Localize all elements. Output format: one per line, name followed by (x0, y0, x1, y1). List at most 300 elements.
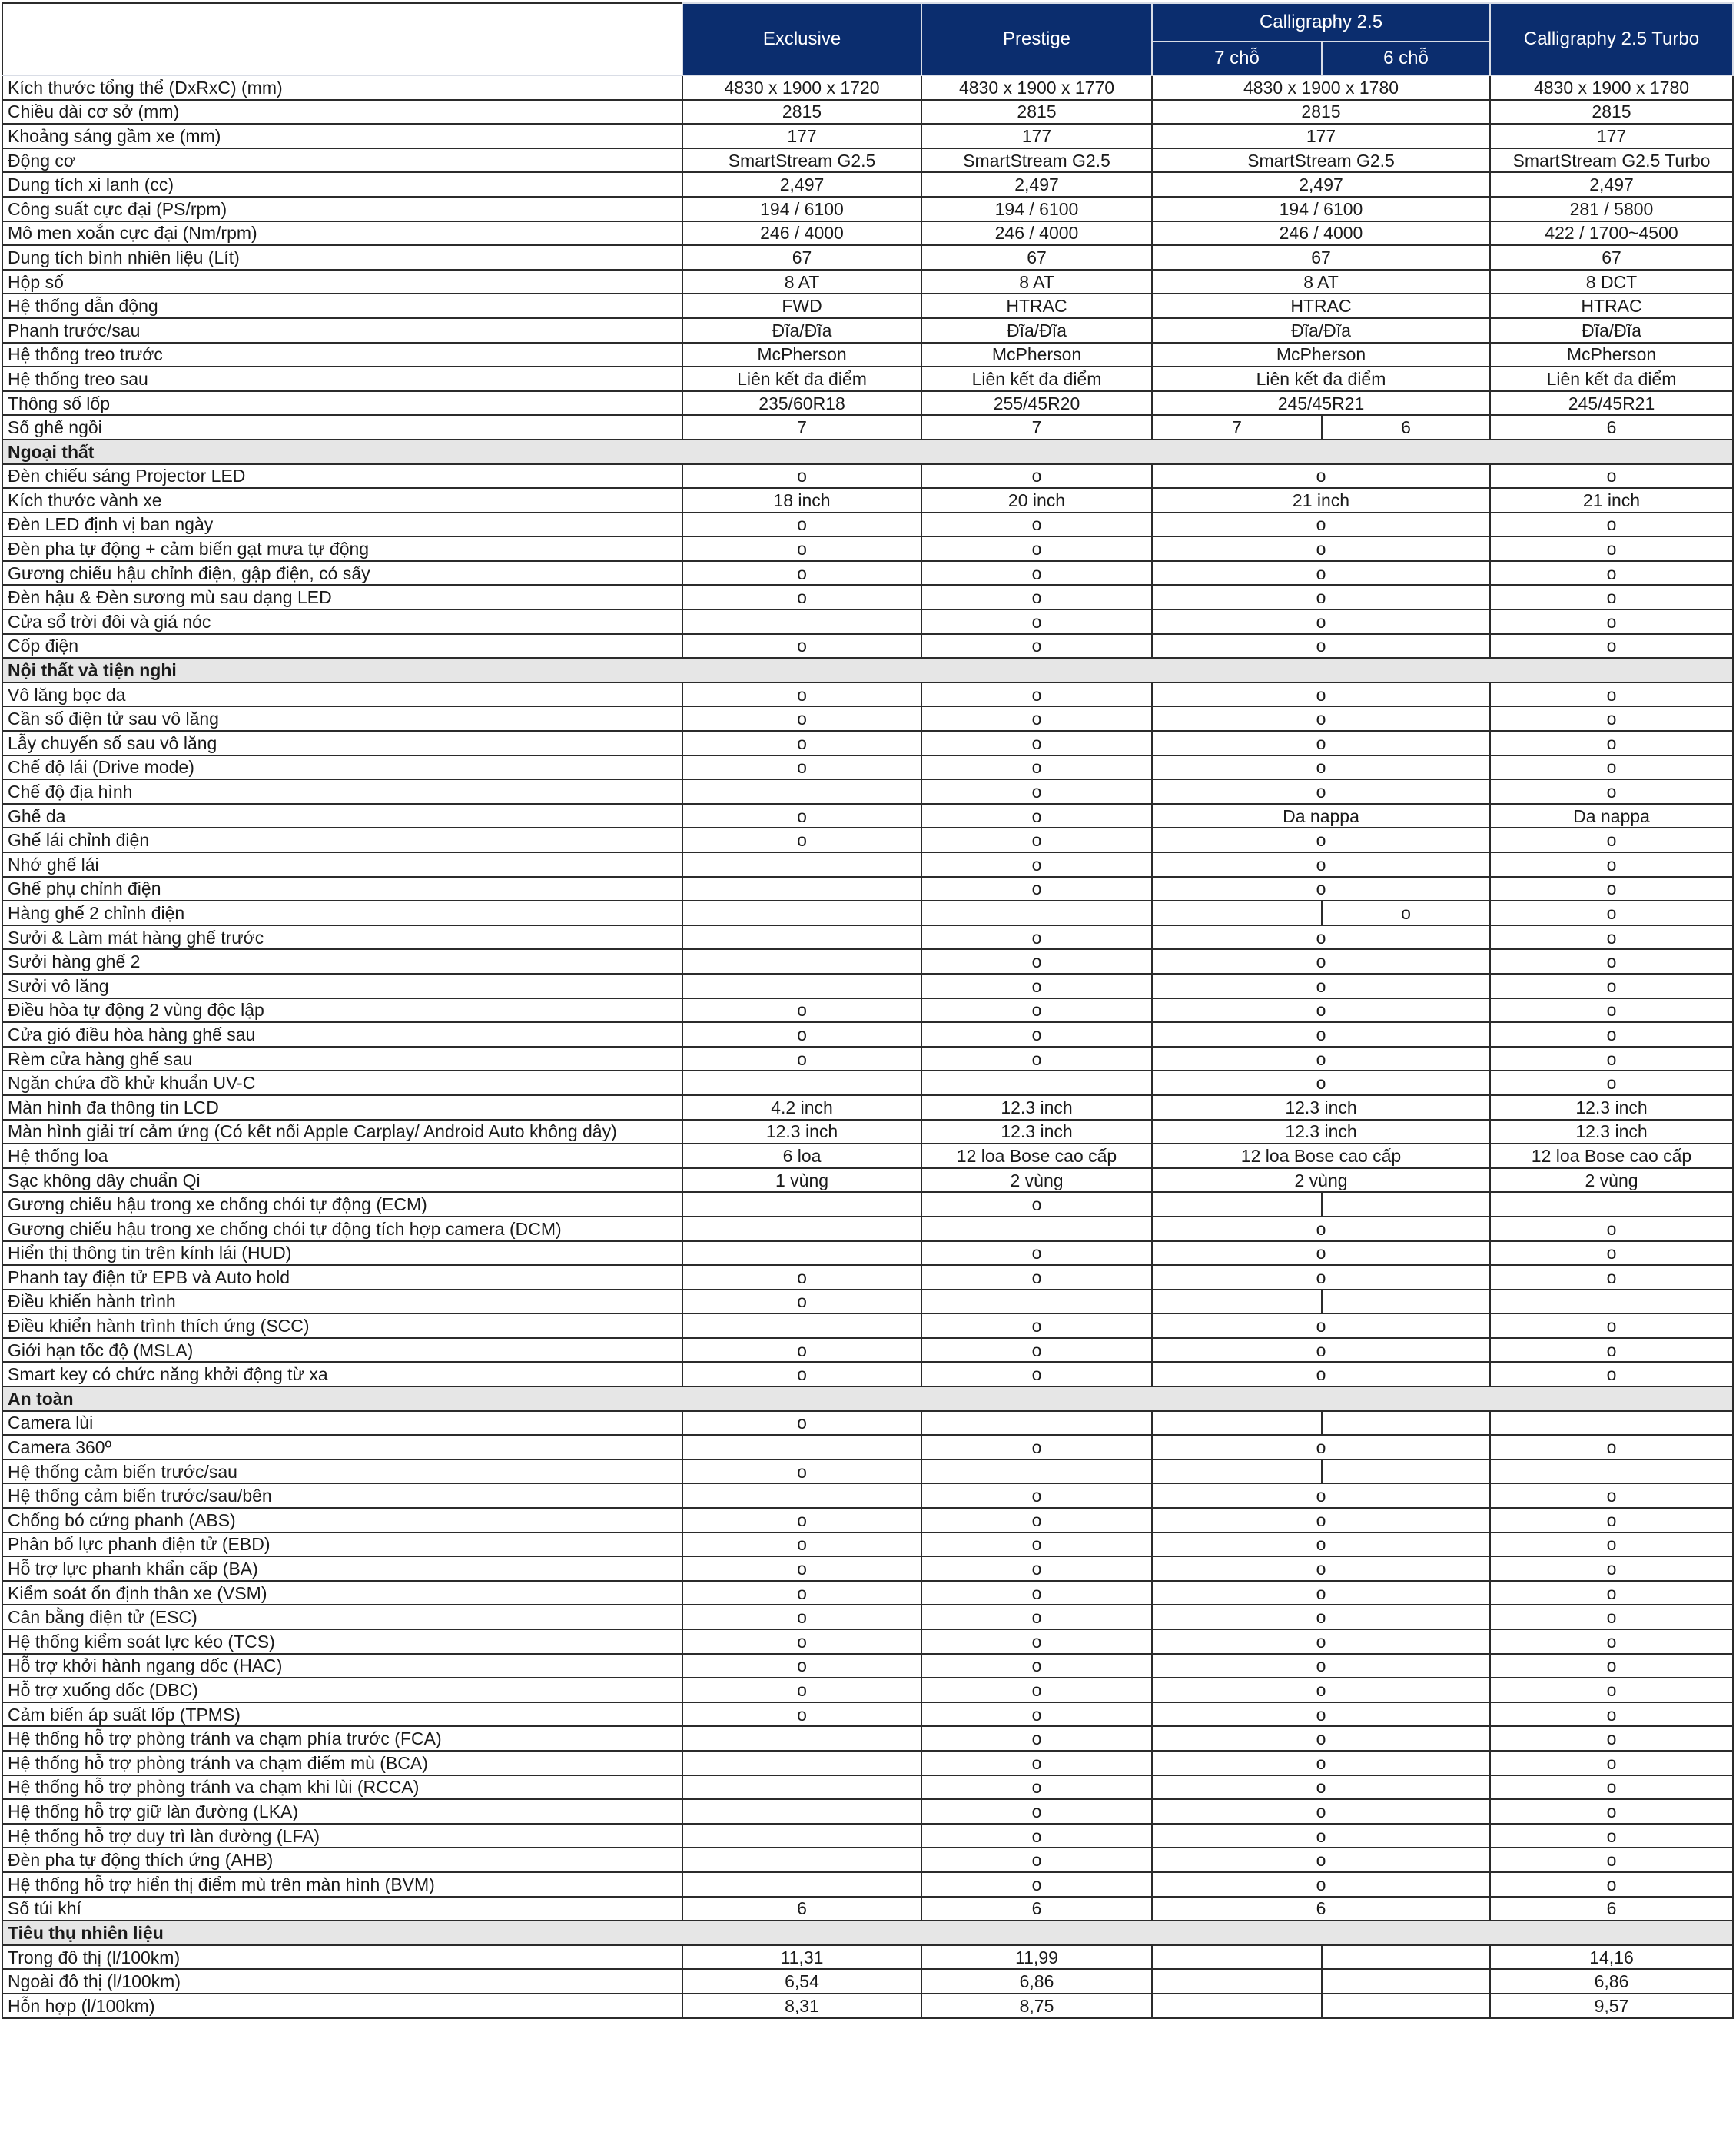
value-cell: o (1490, 1605, 1733, 1629)
value-cell: o (682, 1556, 921, 1581)
row-label: Cần số điện tử sau vô lăng (2, 706, 682, 731)
table-row (2, 1047, 1733, 1071)
value-cell (921, 1071, 1152, 1095)
value-cell: o (1152, 1848, 1490, 1872)
value-cell: o (1152, 561, 1490, 586)
value-cell (1490, 1459, 1733, 1484)
value-cell: o (921, 852, 1152, 877)
table-row (2, 318, 1733, 343)
value-cell (921, 901, 1152, 925)
value-cell: o (682, 706, 921, 731)
value-cell: o (921, 536, 1152, 561)
value-cell: o (1152, 949, 1490, 974)
value-cell: o (921, 682, 1152, 707)
value-cell: 21 inch (1152, 488, 1490, 513)
row-label: Điều khiển hành trình thích ứng (SCC) (2, 1313, 682, 1338)
table-row (2, 270, 1733, 294)
table-row (2, 1945, 1733, 1970)
row-label: Chiều dài cơ sở (mm) (2, 100, 682, 125)
row-label: Màn hình đa thông tin LCD (2, 1095, 682, 1120)
value-cell: o (1152, 1435, 1490, 1459)
row-label: Hệ thống hỗ trợ phòng tránh va chạm phía trước (FCA) (2, 1726, 682, 1751)
value-cell: o (682, 585, 921, 609)
value-cell: o (1152, 1605, 1490, 1629)
table-row (2, 513, 1733, 537)
value-cell: o (1152, 609, 1490, 634)
value-cell: o (1152, 706, 1490, 731)
value-cell: 12.3 inch (921, 1120, 1152, 1144)
value-cell: 1 vùng (682, 1168, 921, 1193)
value-cell: 246 / 4000 (921, 221, 1152, 246)
value-cell: SmartStream G2.5 Turbo (1490, 148, 1733, 173)
value-cell: o (1152, 779, 1490, 804)
value-cell: o (1490, 1483, 1733, 1508)
table-row (2, 779, 1733, 804)
value-cell: Da nappa (1490, 804, 1733, 828)
value-cell: o (682, 1362, 921, 1386)
row-label: Nhớ ghế lái (2, 852, 682, 877)
value-cell (682, 974, 921, 998)
value-cell (1152, 901, 1322, 925)
value-cell (682, 925, 921, 950)
value-cell: o (921, 1654, 1152, 1678)
table-row (2, 634, 1733, 659)
value-cell: Đĩa/Đĩa (1490, 318, 1733, 343)
value-cell: o (1490, 1702, 1733, 1727)
section-title: Tiêu thụ nhiên liệu (2, 1921, 1733, 1945)
table-row (2, 536, 1733, 561)
value-cell: o (682, 998, 921, 1023)
value-cell: Đĩa/Đĩa (1152, 318, 1490, 343)
value-cell: o (1490, 779, 1733, 804)
value-cell: o (1152, 536, 1490, 561)
value-cell: 245/45R21 (1152, 391, 1490, 416)
header-model-prestige: Prestige (921, 3, 1152, 75)
value-cell: o (921, 1022, 1152, 1047)
section-header-row (2, 1386, 1733, 1411)
row-label: Rèm cửa hàng ghế sau (2, 1047, 682, 1071)
row-label: Hỗ trợ khởi hành ngang dốc (HAC) (2, 1654, 682, 1678)
value-cell: o (682, 1411, 921, 1436)
value-cell: o (921, 755, 1152, 780)
row-label: Kích thước tổng thể (DxRxC) (mm) (2, 75, 682, 100)
value-cell: o (921, 1702, 1152, 1727)
table-row (2, 1411, 1733, 1436)
value-cell: o (682, 682, 921, 707)
row-label: Mô men xoắn cực đại (Nm/rpm) (2, 221, 682, 246)
value-cell: o (921, 1047, 1152, 1071)
value-cell: 194 / 6100 (1152, 197, 1490, 221)
table-row (2, 1435, 1733, 1459)
table-row (2, 1290, 1733, 1314)
value-cell: o (921, 1313, 1152, 1338)
value-cell: o (682, 828, 921, 852)
table-row (2, 197, 1733, 221)
value-cell (1322, 1945, 1490, 1970)
row-label: Chế độ địa hình (2, 779, 682, 804)
value-cell: 7 (1152, 415, 1322, 440)
value-cell: o (1490, 925, 1733, 950)
value-cell: 4.2 inch (682, 1095, 921, 1120)
table-row (2, 1362, 1733, 1386)
value-cell: 14,16 (1490, 1945, 1733, 1970)
value-cell: o (1152, 1751, 1490, 1775)
value-cell: o (1490, 1726, 1733, 1751)
header-model-calligraphy: Calligraphy 2.5 (1152, 3, 1490, 42)
table-row (2, 1654, 1733, 1678)
value-cell: SmartStream G2.5 (1152, 148, 1490, 173)
value-cell: o (921, 1483, 1152, 1508)
value-cell: o (1490, 1217, 1733, 1241)
table-row (2, 391, 1733, 416)
table-row (2, 221, 1733, 246)
row-label: Hệ thống dẫn động (2, 294, 682, 318)
value-cell: Liên kết đa điểm (1490, 367, 1733, 391)
value-cell: o (1490, 998, 1733, 1023)
value-cell: 4830 x 1900 x 1720 (682, 75, 921, 100)
value-cell: 6 (1490, 415, 1733, 440)
value-cell: o (921, 1678, 1152, 1702)
value-cell: o (921, 1265, 1152, 1290)
value-cell: o (921, 1338, 1152, 1363)
row-label: Dung tích bình nhiên liệu (Lít) (2, 245, 682, 270)
value-cell: 2815 (682, 100, 921, 125)
value-cell (682, 1313, 921, 1338)
value-cell: o (921, 1605, 1152, 1629)
value-cell (682, 1726, 921, 1751)
value-cell: 12 loa Bose cao cấp (921, 1144, 1152, 1168)
value-cell (1490, 1192, 1733, 1217)
value-cell: o (1152, 1241, 1490, 1266)
value-cell (682, 1775, 921, 1800)
row-label: Đèn hậu & Đèn sương mù sau dạng LED (2, 585, 682, 609)
value-cell: o (1152, 1508, 1490, 1532)
row-label: Phân bổ lực phanh điện tử (EBD) (2, 1532, 682, 1557)
table-row (2, 1581, 1733, 1605)
table-row (2, 1799, 1733, 1824)
value-cell: 21 inch (1490, 488, 1733, 513)
value-cell: o (1490, 585, 1733, 609)
value-cell: o (1152, 1483, 1490, 1508)
value-cell (1152, 1994, 1322, 2018)
value-cell (682, 1824, 921, 1848)
value-cell: o (1152, 1702, 1490, 1727)
value-cell: o (682, 1629, 921, 1654)
row-label: Sưởi vô lăng (2, 974, 682, 998)
value-cell: o (1152, 998, 1490, 1023)
value-cell: o (1490, 1751, 1733, 1775)
row-label: Gương chiếu hậu trong xe chống chói tự động (ECM) (2, 1192, 682, 1217)
value-cell: o (1490, 1799, 1733, 1824)
value-cell: 67 (1152, 245, 1490, 270)
value-cell: o (1152, 974, 1490, 998)
value-cell: o (1490, 609, 1733, 634)
value-cell: o (1152, 585, 1490, 609)
value-cell (921, 1459, 1152, 1484)
table-row (2, 1848, 1733, 1872)
row-label: Hệ thống cảm biến trước/sau/bên (2, 1483, 682, 1508)
spec-table (2, 2, 1734, 2019)
value-cell (1490, 1411, 1733, 1436)
value-cell: o (1490, 1338, 1733, 1363)
value-cell: o (1490, 706, 1733, 731)
row-label: Kích thước vành xe (2, 488, 682, 513)
row-label: Hệ thống hỗ trợ phòng tránh va chạm khi lùi (RCCA) (2, 1775, 682, 1800)
table-row (2, 1120, 1733, 1144)
value-cell: o (1490, 949, 1733, 974)
table-row (2, 1168, 1733, 1193)
value-cell: 246 / 4000 (1152, 221, 1490, 246)
table-row (2, 731, 1733, 755)
row-label: Công suất cực đại (PS/rpm) (2, 197, 682, 221)
value-cell: 2815 (921, 100, 1152, 125)
value-cell: o (682, 536, 921, 561)
value-cell: o (1152, 1775, 1490, 1800)
value-cell: o (1152, 877, 1490, 901)
value-cell: o (1490, 1556, 1733, 1581)
value-cell: 12 loa Bose cao cấp (1490, 1144, 1733, 1168)
value-cell (921, 1217, 1152, 1241)
row-label: Gương chiếu hậu trong xe chống chói tự động tích hợp camera (DCM) (2, 1217, 682, 1241)
value-cell: 177 (682, 124, 921, 148)
table-row (2, 1313, 1733, 1338)
value-cell: 6 (921, 1897, 1152, 1921)
value-cell: 12.3 inch (1490, 1095, 1733, 1120)
row-label: Camera lùi (2, 1411, 682, 1436)
value-cell: 6 (1322, 415, 1490, 440)
value-cell: o (1152, 1654, 1490, 1678)
value-cell: 255/45R20 (921, 391, 1152, 416)
value-cell (682, 852, 921, 877)
value-cell: o (1152, 464, 1490, 489)
row-label: Điều hòa tự động 2 vùng độc lập (2, 998, 682, 1023)
row-label: Phanh tay điện tử EPB và Auto hold (2, 1265, 682, 1290)
value-cell: o (921, 1775, 1152, 1800)
table-row (2, 1241, 1733, 1266)
value-cell: o (1152, 1678, 1490, 1702)
value-cell: o (1152, 1022, 1490, 1047)
value-cell: 6 (682, 1897, 921, 1921)
value-cell: 8,75 (921, 1994, 1152, 2018)
value-cell: o (921, 974, 1152, 998)
value-cell: 6 (1490, 1897, 1733, 1921)
table-row (2, 901, 1733, 925)
value-cell: McPherson (1490, 343, 1733, 367)
row-label: Đèn pha tự động thích ứng (AHB) (2, 1848, 682, 1872)
value-cell: o (1152, 1217, 1490, 1241)
value-cell: 177 (1152, 124, 1490, 148)
table-row (2, 1095, 1733, 1120)
value-cell: o (1152, 513, 1490, 537)
row-label: Giới hạn tốc độ (MSLA) (2, 1338, 682, 1363)
value-cell (1152, 1290, 1322, 1314)
table-row (2, 1508, 1733, 1532)
value-cell: o (1152, 828, 1490, 852)
table-row (2, 172, 1733, 197)
section-title: Ngoại thất (2, 440, 1733, 464)
row-label: Hàng ghế 2 chỉnh điện (2, 901, 682, 925)
row-label: Cửa gió điều hòa hàng ghế sau (2, 1022, 682, 1047)
value-cell (1322, 1192, 1490, 1217)
value-cell: o (682, 1654, 921, 1678)
value-cell: o (1490, 513, 1733, 537)
value-cell: o (1152, 1581, 1490, 1605)
table-row (2, 1751, 1733, 1775)
value-cell: o (1490, 1824, 1733, 1848)
table-row (2, 1726, 1733, 1751)
value-cell: o (1490, 634, 1733, 659)
value-cell: 18 inch (682, 488, 921, 513)
value-cell: o (1490, 1241, 1733, 1266)
row-label: Lẫy chuyển số sau vô lăng (2, 731, 682, 755)
section-header-row (2, 1921, 1733, 1945)
table-row (2, 852, 1733, 877)
table-row (2, 367, 1733, 391)
value-cell: o (1490, 974, 1733, 998)
table-row (2, 1897, 1733, 1921)
value-cell (682, 1241, 921, 1266)
value-cell: 2815 (1152, 100, 1490, 125)
value-cell: 8 AT (682, 270, 921, 294)
value-cell (682, 1751, 921, 1775)
value-cell: 12.3 inch (682, 1120, 921, 1144)
value-cell: o (921, 925, 1152, 950)
table-row (2, 998, 1733, 1023)
value-cell: o (682, 1022, 921, 1047)
value-cell: o (682, 731, 921, 755)
value-cell: SmartStream G2.5 (682, 148, 921, 173)
value-cell: o (921, 513, 1152, 537)
value-cell: o (921, 1556, 1152, 1581)
row-label: Ghế phụ chỉnh điện (2, 877, 682, 901)
row-label: Ngăn chứa đồ khử khuẩn UV-C (2, 1071, 682, 1095)
value-cell: o (921, 706, 1152, 731)
row-label: Phanh trước/sau (2, 318, 682, 343)
value-cell (1322, 1994, 1490, 2018)
value-cell: o (921, 464, 1152, 489)
header-blank-cell (2, 3, 682, 75)
value-cell: 2,497 (682, 172, 921, 197)
value-cell: o (1490, 1362, 1733, 1386)
table-row (2, 415, 1733, 440)
value-cell: o (921, 1508, 1152, 1532)
value-cell: Liên kết đa điểm (921, 367, 1152, 391)
row-label: Hỗn hợp (l/100km) (2, 1994, 682, 2018)
row-label: Đèn chiếu sáng Projector LED (2, 464, 682, 489)
value-cell (682, 1848, 921, 1872)
row-label: Số túi khí (2, 1897, 682, 1921)
value-cell: o (682, 1605, 921, 1629)
value-cell (921, 1411, 1152, 1436)
table-row (2, 100, 1733, 125)
value-cell: o (921, 585, 1152, 609)
row-label: Hệ thống kiểm soát lực kéo (TCS) (2, 1629, 682, 1654)
table-row (2, 1824, 1733, 1848)
table-row (2, 1872, 1733, 1897)
row-label: Số ghế ngồi (2, 415, 682, 440)
value-cell: 177 (921, 124, 1152, 148)
value-cell: 2 vùng (1152, 1168, 1490, 1193)
table-row (2, 1338, 1733, 1363)
value-cell (682, 877, 921, 901)
value-cell: o (1152, 925, 1490, 950)
value-cell: o (1490, 1313, 1733, 1338)
value-cell: o (1490, 1848, 1733, 1872)
row-label: Hỗ trợ xuống dốc (DBC) (2, 1678, 682, 1702)
table-row (2, 877, 1733, 901)
value-cell: 281 / 5800 (1490, 197, 1733, 221)
section-title: An toàn (2, 1386, 1733, 1411)
row-label: Dung tích xi lanh (cc) (2, 172, 682, 197)
value-cell: o (921, 1581, 1152, 1605)
value-cell: 6 loa (682, 1144, 921, 1168)
value-cell: o (1152, 731, 1490, 755)
value-cell: o (1490, 1071, 1733, 1095)
header-sub-6-seat: 6 chỗ (1322, 42, 1490, 75)
value-cell: o (1152, 1047, 1490, 1071)
section-header-row (2, 658, 1733, 682)
row-label: Cửa sổ trời đôi và giá nóc (2, 609, 682, 634)
table-row (2, 804, 1733, 828)
table-row (2, 75, 1733, 100)
value-cell: o (921, 828, 1152, 852)
value-cell: o (1490, 1532, 1733, 1557)
value-cell: o (921, 1362, 1152, 1386)
value-cell: 7 (921, 415, 1152, 440)
value-cell: Liên kết đa điểm (1152, 367, 1490, 391)
value-cell: o (682, 1678, 921, 1702)
table-row (2, 1994, 1733, 2018)
value-cell: 11,31 (682, 1945, 921, 1970)
row-label: Cảm biến áp suất lốp (TPMS) (2, 1702, 682, 1727)
table-row (2, 343, 1733, 367)
row-label: Điều khiển hành trình (2, 1290, 682, 1314)
value-cell: 67 (921, 245, 1152, 270)
table-row (2, 124, 1733, 148)
value-cell: 2 vùng (1490, 1168, 1733, 1193)
value-cell: o (1152, 1629, 1490, 1654)
table-row (2, 828, 1733, 852)
row-label: Kiểm soát ổn định thân xe (VSM) (2, 1581, 682, 1605)
value-cell: o (921, 998, 1152, 1023)
value-cell: o (1490, 464, 1733, 489)
value-cell: HTRAC (921, 294, 1152, 318)
header-row (2, 3, 1733, 42)
table-row (2, 585, 1733, 609)
table-row (2, 1217, 1733, 1241)
value-cell: o (921, 609, 1152, 634)
value-cell: o (921, 1824, 1152, 1848)
table-row (2, 755, 1733, 780)
row-label: Chế độ lái (Drive mode) (2, 755, 682, 780)
value-cell: 422 / 1700~4500 (1490, 221, 1733, 246)
value-cell (682, 949, 921, 974)
row-label: Hệ thống hỗ trợ phòng tránh va chạm điểm mù (BCA) (2, 1751, 682, 1775)
row-label: Gương chiếu hậu chỉnh điện, gập điện, có sấy (2, 561, 682, 586)
value-cell (682, 1483, 921, 1508)
value-cell: 245/45R21 (1490, 391, 1733, 416)
value-cell: o (1490, 1872, 1733, 1897)
value-cell: o (921, 804, 1152, 828)
value-cell: 12.3 inch (921, 1095, 1152, 1120)
table-header (2, 3, 1733, 75)
row-label: Hệ thống cảm biến trước/sau (2, 1459, 682, 1484)
value-cell: o (682, 804, 921, 828)
table-row (2, 1702, 1733, 1727)
row-label: Sưởi & Làm mát hàng ghế trước (2, 925, 682, 950)
value-cell: o (1152, 755, 1490, 780)
value-cell: o (682, 1338, 921, 1363)
